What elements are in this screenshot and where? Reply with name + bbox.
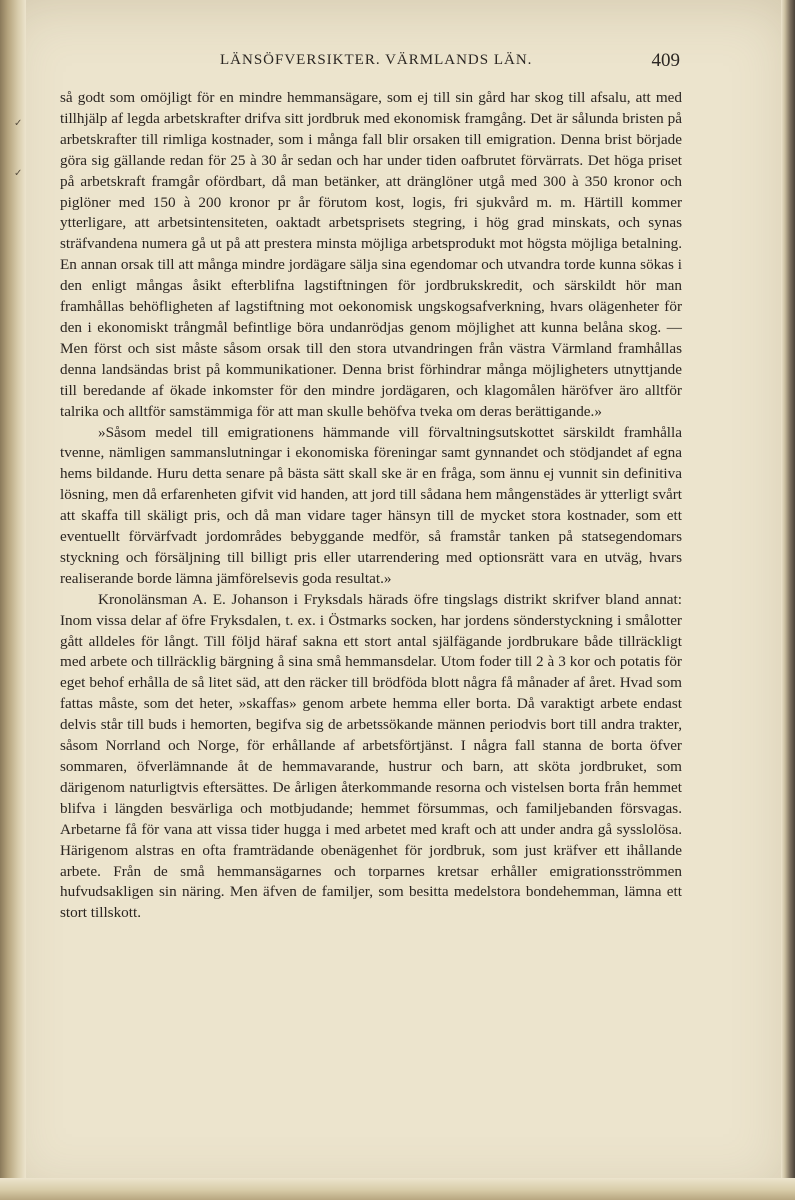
page-binding-edge — [0, 0, 26, 1200]
page-right-edge — [781, 0, 795, 1200]
page-number: 409 — [651, 50, 680, 71]
body-text — [60, 88, 682, 924]
running-header — [60, 50, 680, 72]
paragraph: »Såsom medel till emigrationens hämmande vill förvaltningsutskottet särskildt framhålla tvenne, nämligen sammanslutningar i ekonomiska föreningar samt gynnandet och stödjandet af egna hems bildande. Huru detta senare på bästa sätt skall ske är en fråga, som ännu ej vunnit sin definitiva lösning, men då erfarenheten gifvit vid handen, att jord till sådana hem mångenstädes är ytterligt svårt att skaffa till skäligt pris, och då man vidare tager hänsyn till de mycket stora kostnader, som ett eventuellt förvärfvadt jordområdes bebyggande medför, så framstår tanken på statsegendomars styckning och försäljning till billigt pris eller utarrendering med optionsrätt vara en utväg, hvars realiserande borde lämna jämförelsevis goda resultat.» — [60, 423, 682, 587]
paragraph: Kronolänsman A. E. Johanson i Fryksdals härads öfre tingslags distrikt skrifver bland annat: Inom vissa delar af öfre Fryksdalen, t. ex. i Östmarks socken, har jordens sönderstyckning i smålotter gått alldeles för långt. Till följd häraf sakna ett stort antal själfägande jordbrukare både tillräckligt med arbete och tillräcklig bärgning å sina små hemmansdelar. Utom foder till 2 à 3 kor och potatis för eget behof erhålla de så litet säd, att den räcker till brödföda blott några få månader af året. Hvad som fattas måste, som det heter, »skaffas» genom arbete hemma eller borta. Då varaktigt arbete endast delvis står till buds i hemorten, begifva sig de arbetssökande männen periodvis bort till andra trakter, såsom Norrland och Norge, för erhållande af arbetsförtjänst. I några fall stanna de borta öfver sommaren, öfverlämnande åt de hemmavarande, hustrur och barn, att sköta jordbruket, som därigenom naturligtvis eftersättes. De årligen återkommande resorna och vistelsen borta från hemmet blifva i längden besvärliga och motbjudande; hemmet försummas, och familjebanden försvagas. Arbetarne få för vana att vissa tider hugga i med arbetet med kraft och att under andra gå sysslolösa. Härigenom alstras en ofta framträdande obenägenhet för jordbruk, som just kräfver ett ihållande arbete. Från de små hemmansägarnes och torparnes kretsar erhåller emigrationsströmmen hufvudsakligen sin näring. Men äfven de familjer, som besitta medelstora bondehemman, lämna ett stort tillskott. — [60, 590, 682, 922]
margin-mark-icon: ✓ — [14, 168, 23, 179]
page-bottom-edge — [0, 1178, 795, 1200]
paragraph: så godt som omöjligt för en mindre hemmansägare, som ej till sin gård har skog till afsalu, att med tillhjälp af legda arbetskrafter drifva sitt jordbruk med ekonomisk framgång. Det är sålunda bristen på arbetskrafter till rimliga kostnader, som i många fall blir orsaken till emigration. Denna brist började göra sig gällande redan för 25 à 30 år sedan och har under tiden oafbrutet förvärrats. Det höga priset på arbetskraft framgår ofördbart, då man betänker, att dränglöner utgå med 300 à 350 kronor och piglöner med 150 à 200 kronor pr år förutom kost, logis, fri sjukvård m. m. Härtill kommer ytterligare, att arbetsintensiteten, oaktadt arbetsprisets stegring, i hög grad minskats, och synas sträfvandena numera gå ut på att prestera minsta möjliga arbetsprodukt mot högsta möjliga betalning. En annan orsak till att många mindre jordägare sälja sina egendomar och utvandra torde kunna sökas i den enligt mångas åsikt efterblifna lagstiftningen för jordbrukskredit, och särskildt hör man framhållas behöfligheten af lagstiftning mot oekonomisk ungskogsafverkning, hvars olägenheter för den i ekonomiskt trångmål befintlige böra undanrödjas genom möjlighet att kunna belåna skog. — Men först och sist måste såsom orsak till den stora utvandringen från västra Värmland framhållas denna landsändas brist på kommunikationer. Denna brist förhindrar många möjligheters utnyttjande till beredande af ökade inkomster för den mindre jordägaren, och klagomålen häröfver äro alltför talrika och alltför samstämmiga för att man skulle behöfva tveka om deras berättigande.» — [60, 89, 682, 420]
margin-mark-icon: ✓ — [14, 118, 23, 129]
running-title: LÄNSÖFVERSIKTER. VÄRMLANDS LÄN. — [220, 52, 533, 68]
